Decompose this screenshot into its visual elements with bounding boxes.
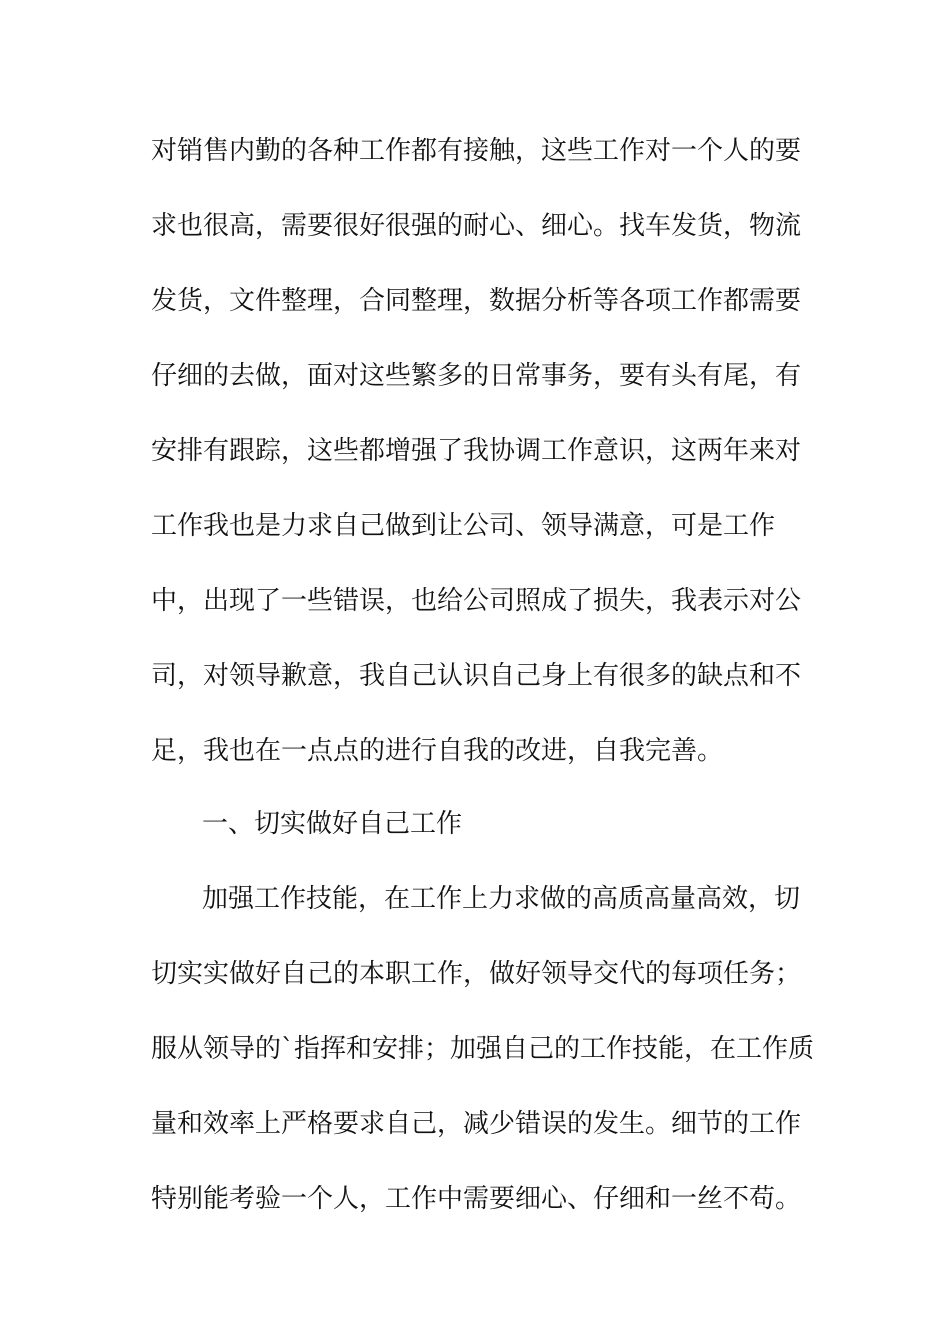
text-line: 服从领导的`指挥和安排；加强自己的工作技能，在工作质 [151,1034,815,1064]
text-line: 安排有跟踪，这些都增强了我协调工作意识，这两年来对 [151,436,802,466]
text-line: 工作我也是力求自己做到让公司、领导满意，可是工作 [151,511,776,541]
text-line: 中，出现了一些错误，也给公司照成了损失，我表示对公 [151,586,802,616]
text-line: 足，我也在一点点的进行自我的改进，自我完善。 [151,736,724,766]
text-line: 求也很高，需要很好很强的耐心、细心。找车发货，物流 [151,211,802,241]
section-heading: 一、切实做好自己工作 [202,809,463,839]
text-line: 司，对领导歉意，我自己认识自己身上有很多的缺点和不 [151,661,802,691]
text-line: 仔细的去做，面对这些繁多的日常事务，要有头有尾，有 [151,361,802,391]
text-line: 切实实做好自己的本职工作，做好领导交代的每项任务； [151,959,802,989]
text-line: 特别能考验一个人，工作中需要细心、仔细和一丝不苟。 [151,1184,802,1214]
text-line: 量和效率上严格要求自己，减少错误的发生。细节的工作 [151,1109,802,1139]
text-line: 加强工作技能，在工作上力求做的高质高量高效，切 [202,884,801,914]
text-line: 发货，文件整理，合同整理，数据分析等各项工作都需要 [151,286,802,316]
text-line: 对销售内勤的各种工作都有接触，这些工作对一个人的要 [151,136,802,166]
